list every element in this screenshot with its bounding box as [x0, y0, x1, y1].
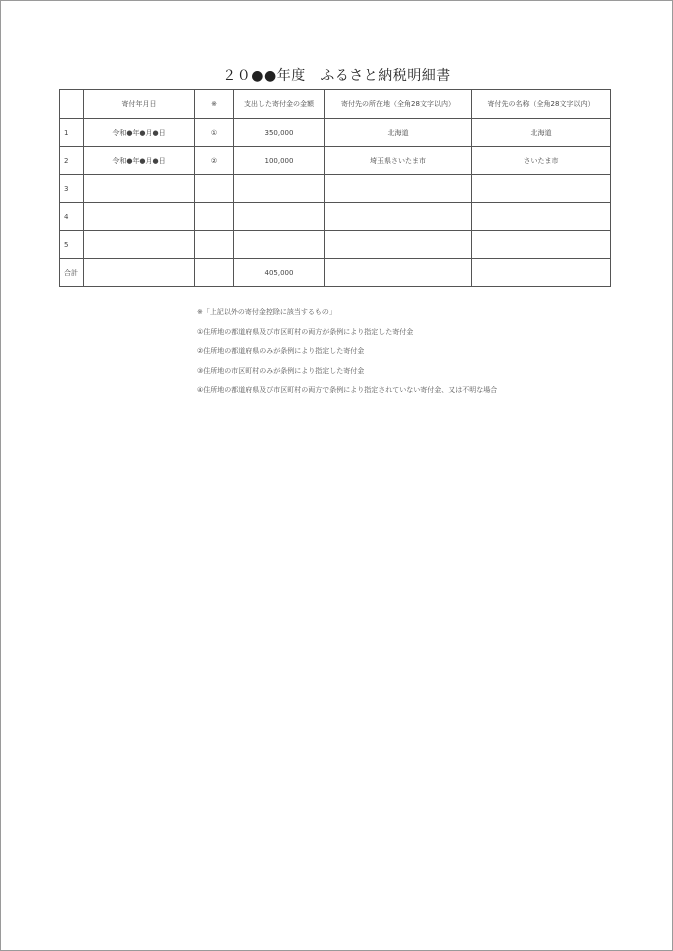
document-title: ２０●●年度 ふるさと納税明細書 — [222, 68, 451, 84]
row-number: 3 — [60, 175, 84, 203]
recipient-name-cell[interactable] — [472, 203, 611, 231]
donation-date-cell[interactable] — [84, 175, 195, 203]
header-amount: 支出した寄付金の金額 — [234, 90, 325, 119]
row-number: 5 — [60, 231, 84, 259]
note-item: ③住所地の市区町村のみが条例により指定した寄付金 — [197, 366, 365, 375]
total-label: 合計 — [60, 259, 84, 287]
table-row — [60, 147, 611, 175]
category-mark-cell[interactable] — [195, 231, 234, 259]
table-row — [60, 175, 611, 203]
table-row — [60, 119, 611, 147]
total-row — [60, 259, 611, 287]
category-mark-cell[interactable]: ① — [195, 119, 234, 147]
header-date: 寄付年月日 — [84, 90, 195, 119]
total-empty-cell — [195, 259, 234, 287]
note-item: ④住所地の都道府県及び市区町村の両方で条例により指定されていない寄付金、又は不明な場合 — [197, 386, 498, 394]
row-number: 4 — [60, 203, 84, 231]
row-number: 2 — [60, 147, 84, 175]
amount-cell[interactable]: 100,000 — [234, 147, 325, 175]
total-amount: 405,000 — [234, 259, 325, 287]
recipient-name-cell[interactable] — [472, 231, 611, 259]
header-index — [60, 90, 84, 119]
location-cell[interactable] — [325, 203, 472, 231]
location-cell[interactable] — [325, 231, 472, 259]
amount-cell[interactable] — [234, 203, 325, 231]
donation-date-cell[interactable]: 令和●年●月●日 — [84, 119, 195, 147]
note-item: ②住所地の都道府県のみが条例により指定した寄付金 — [197, 347, 365, 355]
total-empty-cell — [472, 259, 611, 287]
note-heading: ※「上記以外の寄付金控除に該当するもの」 — [197, 308, 336, 316]
note-item: ①住所地の都道府県及び市区町村の両方が条例により指定した寄付金 — [197, 327, 414, 336]
category-mark-cell[interactable] — [195, 203, 234, 231]
donation-date-cell[interactable] — [84, 203, 195, 231]
amount-cell[interactable] — [234, 231, 325, 259]
donation-date-cell[interactable]: 令和●年●月●日 — [84, 147, 195, 175]
table-row — [60, 203, 611, 231]
amount-cell[interactable]: 350,000 — [234, 119, 325, 147]
donation-date-cell[interactable] — [84, 231, 195, 259]
total-empty-cell — [84, 259, 195, 287]
location-cell[interactable]: 北海道 — [325, 119, 472, 147]
notes-section — [197, 303, 497, 401]
recipient-name-cell[interactable]: さいたま市 — [472, 147, 611, 175]
total-empty-cell — [325, 259, 472, 287]
table-header-row — [60, 90, 611, 119]
header-name: 寄付先の名称（全角28文字以内） — [472, 90, 611, 119]
location-cell[interactable] — [325, 175, 472, 203]
table-row — [60, 231, 611, 259]
location-cell[interactable]: 埼玉県さいたま市 — [325, 147, 472, 175]
recipient-name-cell[interactable] — [472, 175, 611, 203]
header-location: 寄付先の所在地（全角28文字以内） — [325, 90, 472, 119]
recipient-name-cell[interactable]: 北海道 — [472, 119, 611, 147]
donation-table — [59, 89, 611, 287]
category-mark-cell[interactable] — [195, 175, 234, 203]
amount-cell[interactable] — [234, 175, 325, 203]
row-number: 1 — [60, 119, 84, 147]
header-mark: ※ — [195, 90, 234, 119]
category-mark-cell[interactable]: ② — [195, 147, 234, 175]
